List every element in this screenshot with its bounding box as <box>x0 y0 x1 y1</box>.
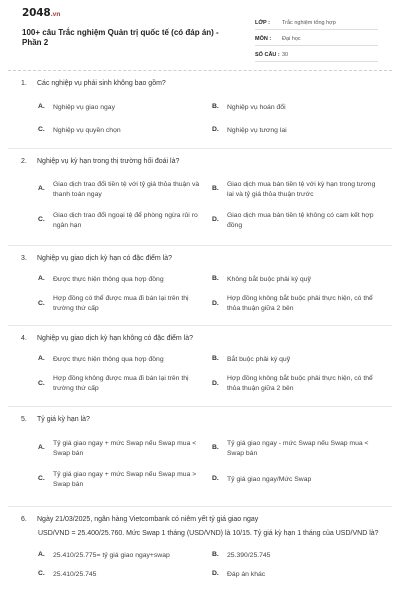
answer-option-d[interactable] <box>212 205 382 236</box>
option-text: Nghiệp vụ giao ngay <box>53 103 115 111</box>
option-letter: B. <box>212 185 219 193</box>
answer-option-b[interactable] <box>212 433 382 464</box>
meta-count-row <box>255 46 378 62</box>
question-number: 3. <box>21 255 27 262</box>
question-number: 1. <box>21 80 27 87</box>
option-text: Đáp án khác <box>227 570 266 578</box>
option-text: Giao dịch trao đổi ngoại tệ để phòng ngừa rủi ro ngân hạn <box>53 211 198 229</box>
document-header <box>0 0 400 68</box>
answer-option-d[interactable] <box>212 289 382 319</box>
question-text: Ngày 21/03/2025, ngân hàng Vietcombank có niêm yết tỷ giá giao ngay <box>37 516 259 523</box>
option-letter: C. <box>38 126 45 134</box>
meta-value: 30 <box>282 51 289 58</box>
option-text: Nghiệp vụ quyền chọn <box>53 126 121 134</box>
option-letter: D. <box>212 126 219 134</box>
option-letter: C. <box>38 379 45 387</box>
answer-option-b[interactable] <box>212 270 382 289</box>
option-text: Nghiệp vụ tương lai <box>227 126 287 134</box>
site-logo[interactable]: 2048.vn <box>22 7 61 19</box>
answer-option-d[interactable] <box>212 369 382 399</box>
option-letter: D. <box>212 379 219 387</box>
question-item <box>21 407 386 506</box>
question-item <box>21 326 386 406</box>
answer-options <box>38 546 386 584</box>
option-letter: B. <box>212 103 219 111</box>
question-item <box>21 507 386 584</box>
option-text: Tỷ giá giao ngay - mức Swap nếu Swap mua < Swap bán <box>227 439 369 457</box>
question-stem <box>21 515 386 524</box>
answer-option-a[interactable] <box>38 546 208 565</box>
question-detail: USD/VND = 25.400/25.760. Mức Swap 1 tháng (USD/VND) là 10/15. Tỷ giá kỳ hạn 1 tháng của USD/VND là? <box>38 530 379 538</box>
option-text: Tỷ giá giao ngay/Mức Swap <box>227 475 312 483</box>
document-title: 100+ câu Trắc nghiệm Quản trị quốc tế (có đáp án) - Phần 2 <box>22 27 219 48</box>
option-text: Giao dịch mua bán tiền tệ với kỳ hạn trong tương lai và tỷ giá thỏa thuận trước <box>227 180 376 198</box>
option-text: Được thực hiện thông qua hợp đồng <box>53 275 164 283</box>
answer-option-c[interactable] <box>38 119 208 142</box>
answer-option-d[interactable] <box>212 464 382 495</box>
option-text: 25.410/25.745 <box>53 570 97 578</box>
question-stem <box>21 334 386 343</box>
question-stem <box>21 415 386 424</box>
answer-option-c[interactable] <box>38 369 208 399</box>
question-text: Nghiệp vụ giao dịch kỳ hạn không có đặc điểm là? <box>37 335 194 342</box>
answer-option-c[interactable] <box>38 565 208 584</box>
option-letter: B. <box>212 444 219 452</box>
question-number: 6. <box>21 516 27 523</box>
answer-options <box>38 350 386 399</box>
option-text: Bắt buộc phải ký quỹ <box>227 355 291 363</box>
header-divider <box>8 70 392 71</box>
option-text: Tỷ giá giao ngay + mức Swap nếu Swap mua > Swap bán <box>53 470 197 488</box>
answer-option-a[interactable] <box>38 96 208 119</box>
document-meta <box>255 14 378 62</box>
meta-value: Đại học <box>282 35 301 42</box>
option-text: Giao dịch trao đổi tiền tệ với tỷ giá thỏa thuận và thanh toán ngay <box>53 180 200 198</box>
option-text: Hợp đồng không bắt buộc phải thực hiện, có thể thỏa thuận giữa 2 bên <box>227 295 373 313</box>
option-text: Hợp đồng không được mua đi bán lại trên thị trường thứ cấp <box>53 375 189 393</box>
option-letter: D. <box>212 570 219 578</box>
answer-option-d[interactable] <box>212 119 382 142</box>
answer-options <box>38 174 386 236</box>
answer-option-c[interactable] <box>38 205 208 236</box>
answer-options <box>38 96 386 142</box>
answer-option-c[interactable] <box>38 289 208 319</box>
answer-options <box>38 433 386 495</box>
option-letter: B. <box>212 275 219 283</box>
option-letter: A. <box>38 551 45 559</box>
meta-label: LỚP : <box>255 19 270 26</box>
option-letter: D. <box>212 475 219 483</box>
answer-option-a[interactable] <box>38 270 208 289</box>
option-letter: A. <box>38 103 45 111</box>
option-letter: C. <box>38 570 45 578</box>
answer-option-a[interactable] <box>38 433 208 464</box>
question-number: 5. <box>21 416 27 423</box>
question-number: 2. <box>21 158 27 165</box>
option-letter: A. <box>38 185 45 193</box>
answer-option-c[interactable] <box>38 464 208 495</box>
option-letter: A. <box>38 355 45 363</box>
question-text: Nghiệp vụ giao dịch kỳ hạn có đặc điểm là? <box>37 255 173 262</box>
question-stem <box>21 254 386 263</box>
option-letter: C. <box>38 299 45 307</box>
answer-option-d[interactable] <box>212 565 382 584</box>
answer-option-a[interactable] <box>38 174 208 205</box>
option-letter: D. <box>212 216 219 224</box>
question-item <box>21 246 386 325</box>
answer-option-a[interactable] <box>38 350 208 369</box>
question-text: Tỷ giá kỳ hạn là? <box>37 416 90 423</box>
meta-class-row <box>255 14 378 30</box>
option-letter: B. <box>212 355 219 363</box>
answer-option-b[interactable] <box>212 546 382 565</box>
meta-label: MÔN : <box>255 35 272 42</box>
option-letter: C. <box>38 475 45 483</box>
meta-label: SỐ CÂU : <box>255 51 280 58</box>
option-text: Tỷ giá giao ngay + mức Swap nếu Swap mua < Swap bán <box>53 439 197 457</box>
option-text: Giao dịch mua bán tiền tệ không có cam kết hợp đồng <box>227 211 374 229</box>
option-text: Nghiệp vụ hoán đổi <box>227 103 286 111</box>
option-text: 25.410/25.775= tỷ giá giao ngay+swap <box>53 551 170 559</box>
question-item <box>21 79 386 148</box>
answer-options <box>38 270 386 319</box>
option-text: Không bắt buộc phải ký quỹ <box>227 275 311 283</box>
option-letter: A. <box>38 444 45 452</box>
option-text: Được thực hiện thông qua hợp đồng <box>53 355 164 363</box>
option-letter: B. <box>212 551 219 559</box>
option-text: Hợp đồng không bắt buộc phải thực hiện, có thể thỏa thuận giữa 2 bên <box>227 375 373 393</box>
answer-option-b[interactable] <box>212 174 382 205</box>
answer-option-b[interactable] <box>212 350 382 369</box>
option-letter: A. <box>38 275 45 283</box>
option-text: Hợp đồng có thể được mua đi bán lại trên thị trường thứ cấp <box>53 295 189 313</box>
question-stem <box>21 79 386 88</box>
meta-value: Trắc nghiệm tổng hợp <box>282 19 336 26</box>
meta-subject-row <box>255 30 378 46</box>
question-list <box>21 79 386 584</box>
option-letter: C. <box>38 216 45 224</box>
option-letter: D. <box>212 299 219 307</box>
question-number: 4. <box>21 335 27 342</box>
question-item <box>21 149 386 245</box>
question-stem <box>21 157 386 166</box>
question-text: Nghiệp vụ kỳ hạn trong thị trường hối đoái là? <box>37 158 180 165</box>
answer-option-b[interactable] <box>212 96 382 119</box>
question-text: Các nghiệp vụ phái sinh không bao gồm? <box>37 80 166 87</box>
option-text: 25.390/25.745 <box>227 551 271 559</box>
